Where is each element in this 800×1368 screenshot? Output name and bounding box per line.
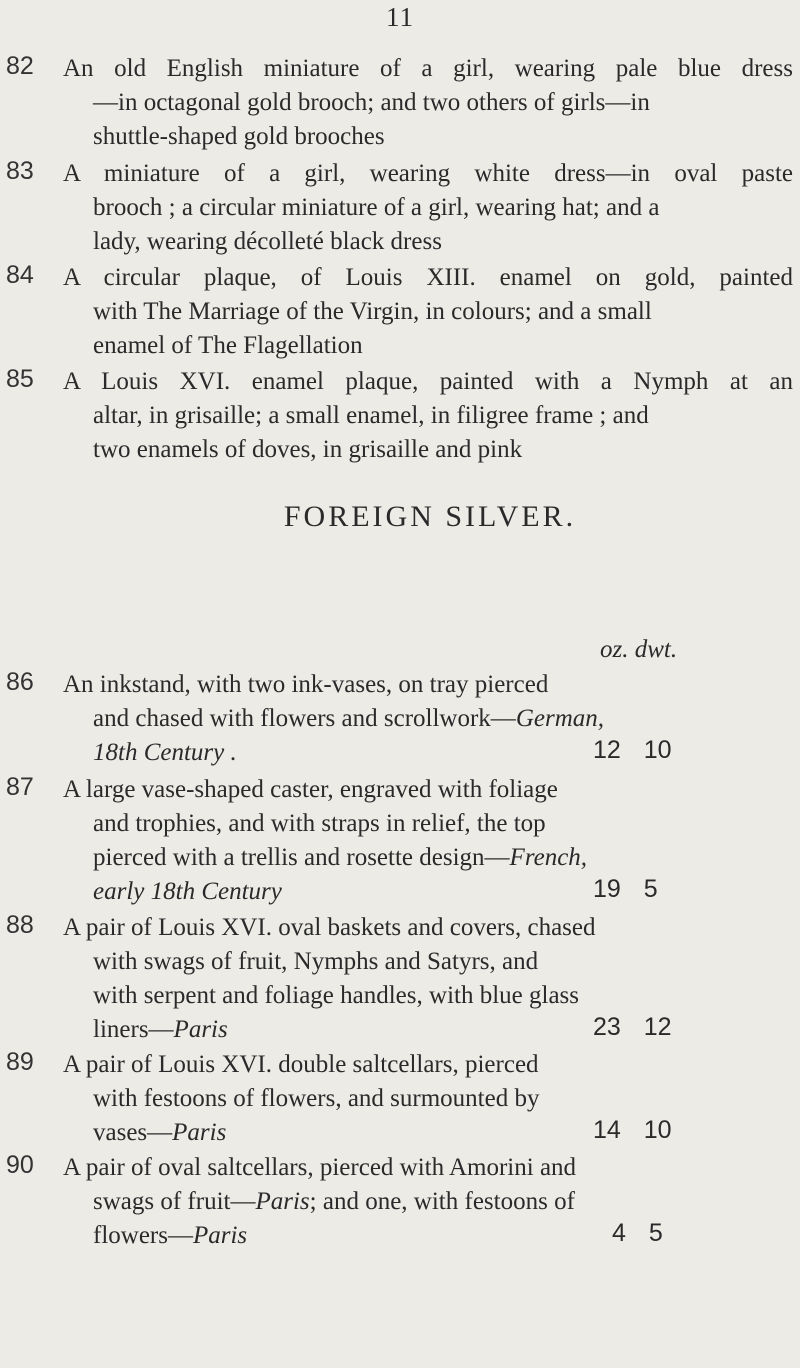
description-line: A Louis XVI. enamel plaque, painted with a Nymph at an	[63, 368, 793, 395]
description-line: shuttle-shaped gold brooches	[93, 123, 385, 150]
lot-number: 83	[6, 157, 34, 185]
page-number: 11	[386, 2, 414, 32]
lot-description	[63, 261, 793, 363]
lot-description	[63, 773, 588, 909]
description-line: two enamels of doves, in grisaille and pink	[93, 436, 523, 463]
description-line: pierced with a trellis and rosette design—French,	[93, 844, 588, 871]
description-line: early 18th Century	[93, 878, 282, 905]
lot-description	[63, 668, 604, 770]
description-line: altar, in grisaille; a small enamel, in filigree frame ; and	[93, 402, 649, 429]
lot-number: 89	[6, 1048, 34, 1076]
description-line: A large vase-shaped caster, engraved with foliage	[63, 776, 558, 803]
description-line: An inkstand, with two ink-vases, on tray pierced	[63, 671, 549, 698]
lot-number: 88	[6, 911, 34, 939]
lot-number: 90	[6, 1151, 34, 1179]
description-line: enamel of The Flagellation	[93, 332, 363, 359]
description-line: with The Marriage of the Virgin, in colours; and a small	[93, 298, 652, 325]
lot-weight: 23 12	[593, 1013, 672, 1041]
lot-description	[63, 157, 793, 259]
lot-description	[63, 1048, 583, 1150]
description-line: and chased with flowers and scrollwork—German,	[93, 705, 604, 732]
lot-number: 82	[6, 52, 34, 80]
description-line: 18th Century .	[93, 739, 237, 766]
lot-number: 87	[6, 773, 34, 801]
lot-description	[63, 911, 596, 1047]
description-line: and trophies, and with straps in relief, the top	[93, 810, 546, 837]
lot-description	[63, 365, 793, 467]
description-line: liners—Paris	[93, 1016, 228, 1043]
description-line: An old English miniature of a girl, wearing pale blue dress	[63, 55, 793, 82]
description-line: with swags of fruit, Nymphs and Satyrs, and	[93, 948, 539, 975]
description-line: lady, wearing décolleté black dress	[93, 228, 442, 255]
lot-description	[63, 1151, 603, 1253]
lot-weight: 19 5	[593, 875, 658, 903]
lot-weight: 4 5	[612, 1219, 663, 1247]
description-line: A pair of Louis XVI. oval baskets and covers, chased	[63, 914, 596, 941]
lot-number: 86	[6, 668, 34, 696]
lot-weight: 14 10	[593, 1116, 672, 1144]
lot-description	[63, 52, 793, 154]
description-line: A pair of oval saltcellars, pierced with Amorini and	[63, 1154, 577, 1181]
description-line: with serpent and foliage handles, with blue glass	[93, 982, 579, 1009]
lot-number: 85	[6, 365, 34, 393]
weight-unit-header: oz. dwt.	[600, 636, 678, 663]
description-line: vases—Paris	[93, 1119, 227, 1146]
description-line: flowers—Paris	[93, 1222, 248, 1249]
section-heading: FOREIGN SILVER.	[283, 500, 577, 533]
description-line: A circular plaque, of Louis XIII. enamel on gold, painted	[63, 264, 793, 291]
description-line: A miniature of a girl, wearing white dress—in oval paste	[63, 160, 793, 187]
description-line: brooch ; a circular miniature of a girl, wearing hat; and a	[93, 194, 660, 221]
description-line: swags of fruit—Paris; and one, with festoons of	[93, 1188, 575, 1215]
description-line: with festoons of flowers, and surmounted by	[93, 1085, 540, 1112]
description-line: —in octagonal gold brooch; and two others of girls—in	[93, 89, 650, 116]
description-line: A pair of Louis XVI. double saltcellars, pierced	[63, 1051, 539, 1078]
lot-number: 84	[6, 261, 34, 289]
lot-weight: 12 10	[593, 736, 672, 764]
